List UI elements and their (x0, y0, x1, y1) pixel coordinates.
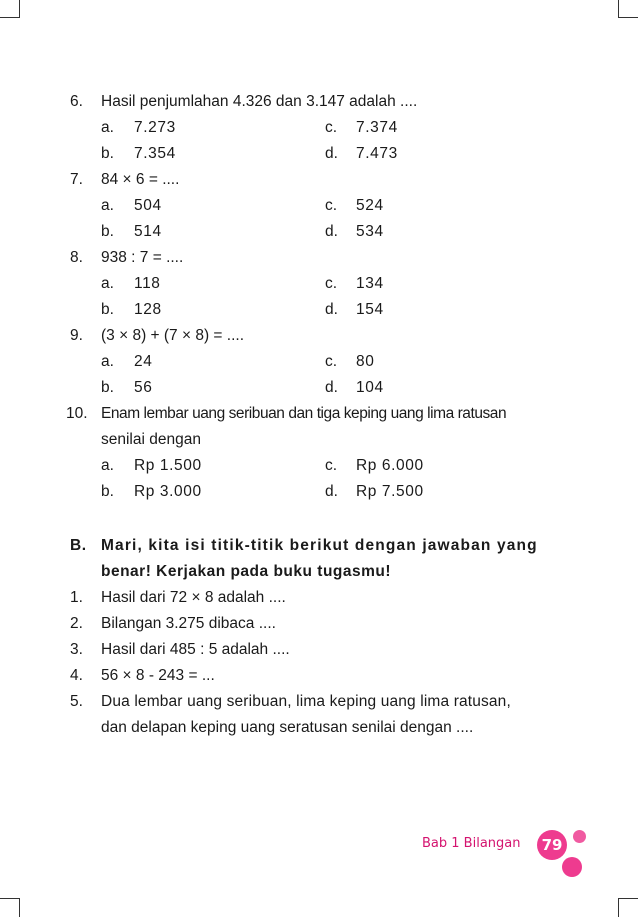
item-text: Hasil dari 485 : 5 adalah .... (101, 641, 290, 658)
question-number: 7. (70, 171, 83, 188)
crop-mark (618, 17, 638, 18)
option-value: Rp 7.500 (356, 483, 424, 500)
option-letter: a. (101, 119, 114, 136)
crop-mark (618, 898, 619, 917)
option-value: 7.473 (356, 145, 398, 162)
option-letter: a. (101, 353, 114, 370)
option-value: 514 (134, 223, 162, 240)
option-letter: a. (101, 275, 114, 292)
question-text: Hasil penjumlahan 4.326 dan 3.147 adalah .... (101, 93, 418, 110)
question-number: 10. (66, 405, 88, 422)
crop-mark (0, 898, 20, 899)
option-value: 134 (356, 275, 384, 292)
option-letter: b. (101, 145, 114, 162)
crop-mark (19, 0, 20, 18)
option-letter: d. (325, 223, 338, 240)
option-letter: d. (325, 301, 338, 318)
item-text: Hasil dari 72 × 8 adalah .... (101, 589, 286, 606)
option-letter: c. (325, 197, 338, 214)
item-number: 5. (70, 693, 83, 710)
option-letter: c. (325, 457, 338, 474)
option-value: Rp 3.000 (134, 483, 202, 500)
option-letter: b. (101, 483, 114, 500)
option-value: 56 (134, 379, 153, 396)
option-letter: c. (325, 353, 338, 370)
question-number: 6. (70, 93, 83, 110)
option-value: 80 (356, 353, 375, 370)
option-value: 128 (134, 301, 162, 318)
section-heading-text: benar! Kerjakan pada buku tugasmu! (101, 563, 392, 580)
question-number: 9. (70, 327, 83, 344)
crop-mark (0, 17, 20, 18)
option-letter: c. (325, 119, 338, 136)
option-value: 7.354 (134, 145, 176, 162)
crop-mark (618, 898, 638, 899)
question-text: (3 × 8) + (7 × 8) = .... (101, 327, 245, 344)
item-text: dan delapan keping uang seratusan senilai dengan .... (101, 719, 474, 736)
decorative-dot (562, 857, 582, 877)
option-value: 154 (356, 301, 384, 318)
item-text: Bilangan 3.275 dibaca .... (101, 615, 276, 632)
option-letter: d. (325, 379, 338, 396)
item-number: 1. (70, 589, 83, 606)
item-number: 4. (70, 667, 83, 684)
decorative-dot (573, 830, 586, 843)
crop-mark (618, 0, 619, 18)
section-letter: B. (70, 537, 87, 554)
item-text: Dua lembar uang seribuan, lima keping uang lima ratusan, (101, 693, 511, 710)
option-letter: b. (101, 223, 114, 240)
option-letter: d. (325, 483, 338, 500)
option-letter: c. (325, 275, 338, 292)
option-value: 7.273 (134, 119, 176, 136)
option-value: 534 (356, 223, 384, 240)
option-letter: a. (101, 457, 114, 474)
option-value: 118 (134, 275, 161, 292)
question-text: 938 : 7 = .... (101, 249, 184, 266)
option-value: Rp 1.500 (134, 457, 202, 474)
option-value: 24 (134, 353, 153, 370)
option-value: 524 (356, 197, 384, 214)
option-letter: b. (101, 301, 114, 318)
section-heading-text: Mari, kita isi titik-titik berikut dengan jawaban yang (101, 537, 538, 554)
option-letter: a. (101, 197, 114, 214)
option-value: 504 (134, 197, 162, 214)
option-value: 7.374 (356, 119, 398, 136)
question-text: senilai dengan (101, 431, 201, 448)
page-number: 79 (537, 830, 567, 860)
question-text: 84 × 6 = .... (101, 171, 180, 188)
option-letter: d. (325, 145, 338, 162)
item-number: 3. (70, 641, 83, 658)
question-number: 8. (70, 249, 83, 266)
chapter-label: Bab 1 Bilangan (422, 836, 521, 851)
crop-mark (19, 898, 20, 917)
option-value: 104 (356, 379, 384, 396)
question-text: Enam lembar uang seribuan dan tiga keping uang lima ratusan (101, 405, 507, 422)
item-text: 56 × 8 - 243 = ... (101, 667, 215, 684)
item-number: 2. (70, 615, 83, 632)
option-letter: b. (101, 379, 114, 396)
option-value: Rp 6.000 (356, 457, 424, 474)
